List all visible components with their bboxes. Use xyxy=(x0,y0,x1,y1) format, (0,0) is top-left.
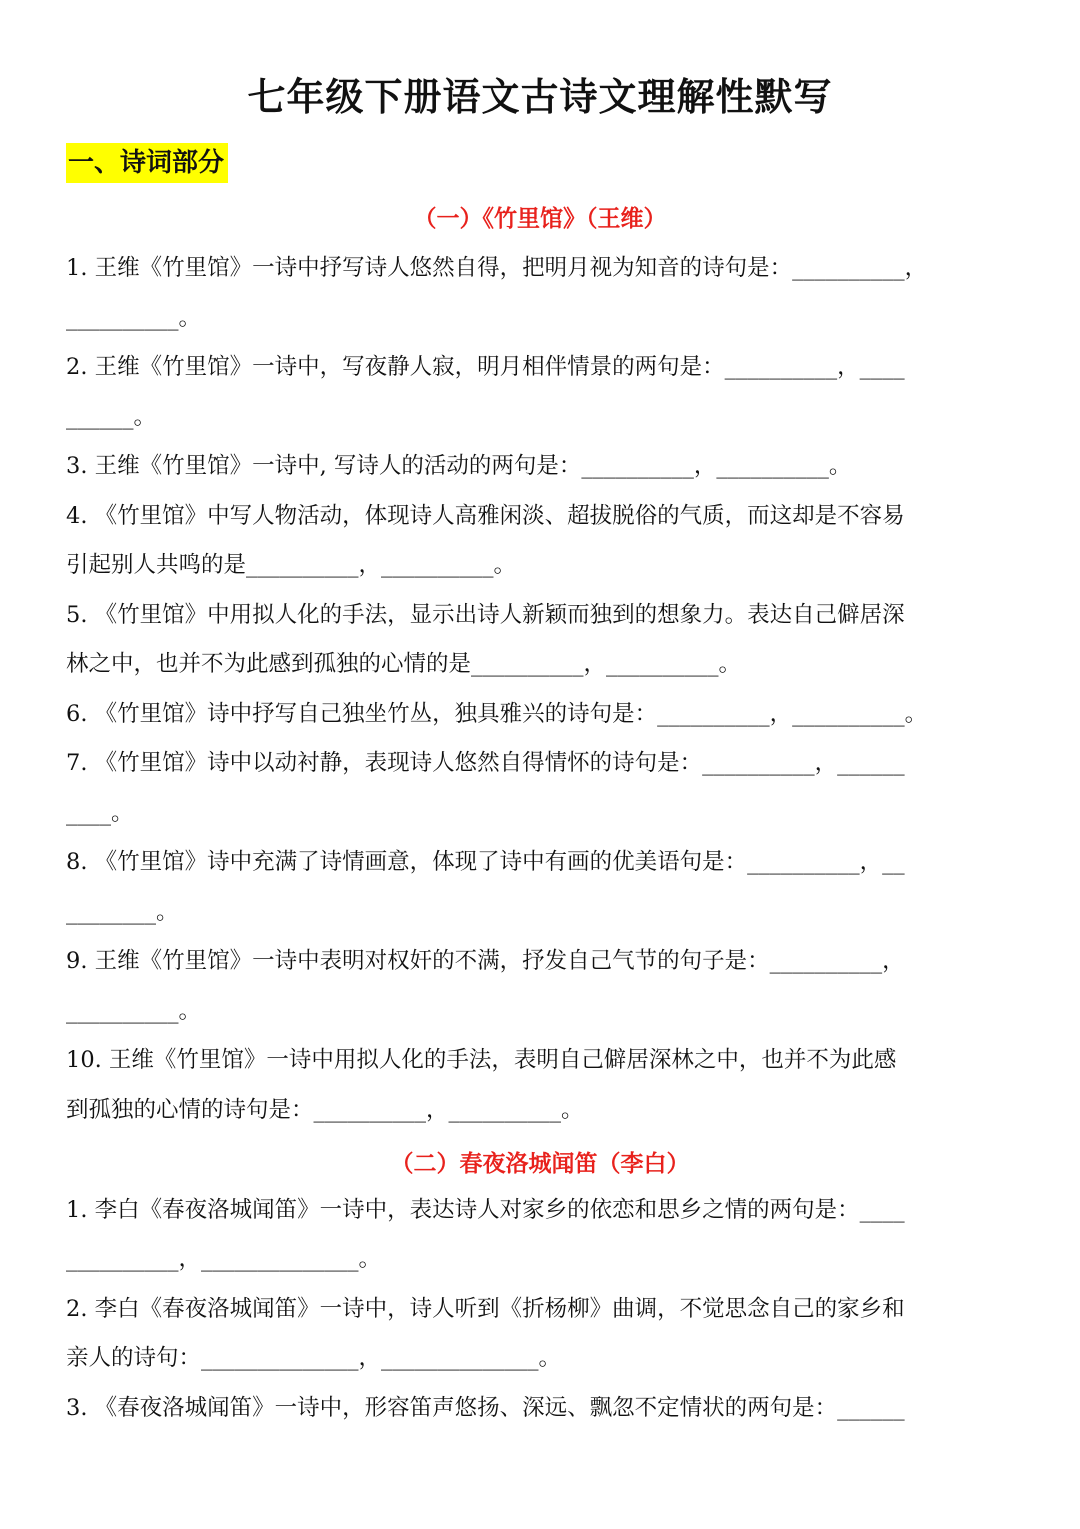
question-line: 3. 王维《竹里馆》一诗中, 写诗人的活动的两句是：__________，__________。 xyxy=(66,453,852,479)
question-line: 3. 《春夜洛城闻笛》一诗中，形容笛声悠扬、深远、飘忽不定情状的两句是：______ xyxy=(66,1395,905,1421)
question-line: __________。 xyxy=(66,305,202,331)
question-line: ____。 xyxy=(66,800,134,826)
question-line: 2. 李白《春夜洛城闻笛》一诗中，诗人听到《折杨柳》曲调，不觉思念自己的家乡和 xyxy=(66,1296,905,1322)
question-line: ________。 xyxy=(66,899,179,925)
question-line: 1. 李白《春夜洛城闻笛》一诗中，表达诗人对家乡的依恋和思乡之情的两句是：____ xyxy=(66,1197,905,1223)
question-line: 1. 王维《竹里馆》一诗中抒写诗人悠然自得，把明月视为知音的诗句是：__________， xyxy=(66,255,928,281)
subheading-zhuliguan: （一）《竹里馆》（王维） xyxy=(413,206,667,232)
section-heading-poetry: 一、诗词部分 xyxy=(66,143,228,183)
subheading-chunye: （二）春夜洛城闻笛（李白） xyxy=(390,1151,690,1177)
question-line: ______。 xyxy=(66,404,157,430)
question-line: 引起别人共鸣的是__________，__________。 xyxy=(66,552,517,578)
question-line: __________，______________。 xyxy=(66,1246,382,1272)
question-line: 4. 《竹里馆》中写人物活动，体现诗人高雅闲淡、超拔脱俗的气质，而这却是不容易 xyxy=(66,503,905,529)
question-line: 10. 王维《竹里馆》一诗中用拟人化的手法，表明自己僻居深林之中，也并不为此感 xyxy=(66,1047,897,1073)
question-line: 9. 王维《竹里馆》一诗中表明对权奸的不满，抒发自己气节的句子是：__________， xyxy=(66,948,905,974)
question-line: 林之中，也并不为此感到孤独的心情的是__________，__________。 xyxy=(66,651,742,677)
question-line: __________。 xyxy=(66,998,202,1024)
page-title: 七年级下册语文古诗文理解性默写 xyxy=(247,75,833,119)
question-line: 5. 《竹里馆》中用拟人化的手法，显示出诗人新颖而独到的想象力。表达自己僻居深 xyxy=(66,602,905,628)
question-line: 7. 《竹里馆》诗中以动衬静，表现诗人悠然自得情怀的诗句是：__________，______ xyxy=(66,750,905,776)
question-line: 2. 王维《竹里馆》一诗中，写夜静人寂，明月相伴情景的两句是：__________，____ xyxy=(66,354,905,380)
question-line: 亲人的诗句：______________，______________。 xyxy=(66,1345,562,1371)
question-line: 到孤独的心情的诗句是：__________，__________。 xyxy=(66,1097,584,1123)
question-line: 6. 《竹里馆》诗中抒写自己独坐竹丛，独具雅兴的诗句是：__________，__________。 xyxy=(66,701,928,727)
question-line: 8. 《竹里馆》诗中充满了诗情画意，体现了诗中有画的优美语句是：__________，__ xyxy=(66,849,905,875)
